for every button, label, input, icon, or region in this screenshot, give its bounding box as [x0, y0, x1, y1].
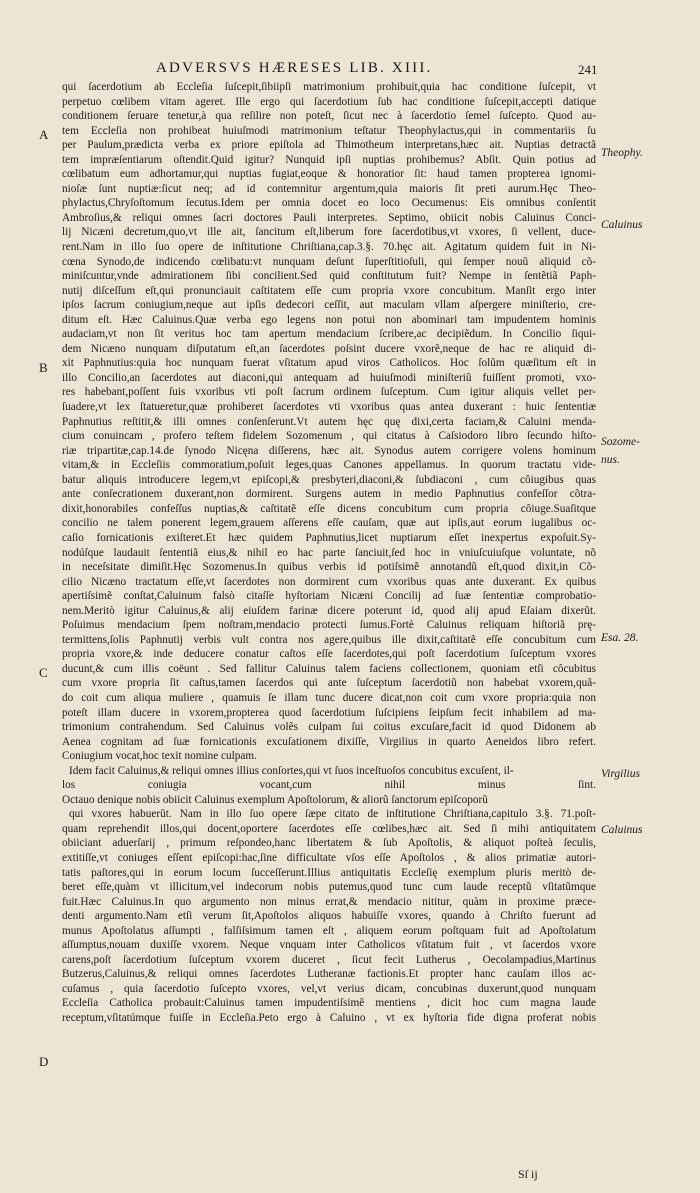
- text-line: beret eſſe,quàm vt illicitum,vel indecorum nobis putemus,quod tunc cum laude receptũ vſitatũmque: [62, 881, 596, 894]
- text-line: lij Nicæni decretum,quo,vt ille ait, ſancitum eſt,liberum fore ſacerdotibus,vt vxores, ſi vellent, ducе-: [62, 226, 596, 239]
- text-line: tem impræſentiarum oſtendit.Quid igitur? Nunquid ipſi nuptias prohibemus? Abſit. Quin potius ad: [62, 153, 596, 166]
- section-letter-b: B: [39, 360, 48, 375]
- margin-note-caluinus-2: Caluinus: [601, 824, 643, 836]
- text-line: cuſamus , quia ſacerdotio ſuſcepto vxores, vel,vt verius dicam, concubinas duxerunt,quod nunquam: [62, 982, 596, 995]
- text-line: concilio ne talem ponerent legem,grauem aſſerens eſſe cauſam, quæ aut ipſis,aut eorum iugalibus oc-: [62, 517, 596, 530]
- text-line: ditum eſt. Hæc Caluinus.Quæ verba ego legens non potui non abominari tam impudentem hominis: [62, 313, 596, 326]
- text-line: dixit,honorabiles confeſſus nuptias,& caſtitatẽ eſſe dicens concubitum cum propria côiuge.Suaſitque: [62, 502, 596, 515]
- text-line: Butzerus,Caluinus,& reliqui omnes ſacerdotes Lutheranæ factionis.Et propter hanc cauſam illos ac-: [62, 968, 596, 981]
- main-text-block: [62, 80, 596, 1026]
- section-letter-c: C: [39, 665, 48, 680]
- text-line: ipſos ſacrum coniugium,neque aut ipſis dedecori ceſſit, aut maculam vllam aſpergere miniſterio, cre-: [62, 299, 596, 312]
- text-line: Eccleſia Catholica probauit:Caluinus tamen impudentiſsimẽ mentiens , dicit hoc cum magna laude: [62, 997, 596, 1010]
- section-letter-a: A: [39, 127, 49, 142]
- margin-note-sozomenus-cont: nus.: [601, 454, 620, 466]
- text-line: rent.Nam in illo ſuo opere de inſtitutione Chriſtiana,cap.3.§. 70.hęc ait. Agitatum quidem fuit in Ni-: [62, 241, 596, 254]
- text-line: receptum,vſitatúmque fuiſſe in Eccleſia.Peto ergo à Caluino , vt ex hyſtoria fide digna proferat nobis: [62, 1012, 596, 1024]
- running-title: ADVERSVS HÆRESES LIB. XIII.: [156, 60, 433, 76]
- signature-mark: Sſ ij: [518, 1167, 538, 1181]
- margin-note-virgilius: Virgilius: [601, 768, 640, 780]
- text-line: Idem facit Caluinus,& reliqui omnes illius conſortes,qui vt ſuos inceſtuoſos concubitus excuſent, il-: [69, 764, 514, 777]
- text-line: qui ſacerdotium ab Eccleſia ſuſcepit,ſibiipſi matrimonium prohibuit,quia hac conditione ſuſcepit, vt: [62, 81, 596, 93]
- text-line: trimonium contrahendum. Sed Caluinus volẽs culpam ſui coitus excuſare,facit id quod Didonem ab: [62, 721, 596, 734]
- text-line: carens,poſt ſacerdotium ſuſceptum vxorem duceret , ſicut fecit Lutherus , Oecolampadius,Martinus: [62, 953, 596, 966]
- text-line: cœlibatum eum adhortamur,qui nuptias fugiat,eoque & honoratior ſit: haud tamen propterea ignomi-: [62, 168, 596, 181]
- margin-note-sozomenus: Sozome-: [601, 436, 640, 448]
- text-line: per Paulum,prædicta verba ex priore epiſtola ad Thimotheum interpretans,hæc ait. Nuptias detractã: [62, 139, 596, 152]
- text-line: obiiciant aduerſarij , primum reſpondeo,hanc libertatem & ſub Apoſtolis, & aliquot poſteà ſeculis,: [62, 837, 596, 850]
- text-line: extitiſſe,vt coniuges eſſent epiſcopi:hac,ſine difficultate vſos eſſe Apoſtolos , & alios primatiæ autori-: [62, 851, 596, 864]
- page-number: 241: [578, 62, 598, 77]
- text-line: los coniugia vocant,cum nihil minus ſint.: [62, 779, 596, 792]
- text-line: nutij diſceſſum eſt,qui pronunciauit caſtitatem eſſe cum propria vxore concubitum. Manſit ergo inter: [62, 284, 596, 297]
- text-line: nioſæ ſunt nuptiæ:ſicut neq; ad id contemnitur argentum,quia maioris ſit preti aurum.Hęc Theo-: [62, 182, 596, 195]
- text-line: Octauo denique nobis obiicit Caluinus exemplum Apoſtolorum, & aliorũ ſanctorum epiſcoporũ: [62, 793, 488, 806]
- text-line: tatis paſtores,qui in eorum locum ſucceſſerunt.Illius antiquitatis Eccleſię exemplum pluris meritò de-: [62, 866, 596, 879]
- margin-note-caluinus-1: Caluinus: [601, 219, 643, 231]
- text-line: fuit.Hæc Caluinus.In quo argumento non minus errat,& mendacio nititur, quàm in proxime præce-: [62, 895, 596, 908]
- text-line: Aenea cognitam ad ſuæ fornicationis excuſationem dixiſſe, Virgilius in quarto Aeneidos libro refert.: [62, 735, 596, 748]
- text-line: aſſumptus,nouam duxiſſe vxorem. Neque vnquam inter Catholicos vſitatum fuit , vt ſacerdos vxore: [62, 939, 596, 952]
- text-line: riæ tripartitæ,cap.14.de ſynodo Nicęna diſſerens, hæc ait. Synodus autem corrigere volens hominum: [62, 444, 596, 457]
- text-line: propria vxore,& inde deducere conatur caſtos eſſe ſacerdotes,qui poſt ſacerdotium ſuſceptum vxores: [62, 648, 596, 661]
- text-line: termittens,ſolis Paphnutij verbis vult contra nos agere,quibus ille dixit,caſtitatẽ eſſe concubitum cum: [62, 633, 596, 646]
- text-line: cilio Nicæno tractatum eſſe,vt ſacerdotes non dormirent cum vxoribus quas ante duxerant. Ex quibus: [62, 575, 596, 588]
- text-line: batur aliquis introducere legem,vt epiſcopi,& presbyteri,diaconi,& ſubdiaconi , cum côiugibus quas: [62, 473, 596, 486]
- text-line: conditionem ſeruare tenetur,à qua reſilire non poteſt, ſicut nec à ſacerdotio ſemel ſuſcepto. Quod au-: [62, 110, 596, 123]
- text-line: poteſt illam ducere in vxorem,propterea quod ſacerdotium ſuſcipiens ſeipſum fecit inhabilem ad ma-: [62, 706, 596, 719]
- text-line: do coit cum aliqua muliere , quamuis ſe illam tunc ducere dicat,non coit cum vxore propria:quia non: [62, 691, 596, 704]
- text-line: cum vxore propria ſit caſtus,tamen ſacerdos qui ante ſuſceptum ſacerdotiũ non habebat vxorem,quã-: [62, 677, 596, 690]
- text-line: apertiſsimẽ conſtat,Caluinum falsò citaſſe hyſtoriam Nicæni Concilij ad ſuæ ſententiæ comprobatio-: [62, 590, 596, 603]
- text-line: nem.Meritò igitur Caluinus,& alij eiuſdem farinæ dicere poterunt id, quod alij apud Eſaiam dixerũt.: [62, 604, 596, 617]
- text-line: Coniugium vocat,hoc texit nomine culpam.: [62, 750, 257, 763]
- text-line: ducunt,& cum illis coëunt . Sed fallitur Caluinus talem faciens collectionem, quoniam etſi côcubitus: [62, 662, 596, 675]
- text-line: Ambroſius,& reliqui omnes ſacri doctores Pauli interpretes. Septimo, obiicit nobis Caluinus Conci-: [62, 211, 596, 224]
- text-line: in neceſsitate dimiſit.Hęc Sozomenus.In quibus verbis id potiſsimẽ annotandũ eſt,quod dixit,in Cõ-: [62, 561, 596, 574]
- text-line: nodúſque laudauit ſententiã eius,& nihil eo hac parte ſanciuit,ſed hoc in vniuſcuiuſque voluntate, nõ: [62, 546, 596, 559]
- text-line: miniſcuntur,vnde admirationem ſibi concilient.Sed quid conſtitutum fuit? Nempe in ſentẽtiã Paph-: [62, 270, 596, 283]
- text-line: munus Apoſtolatus aſſumpti , falſiſsimum tamen eſt , aliquem eorum poſtquam fuit ad Apoſtolatum: [62, 924, 596, 937]
- text-line: denti argumento.Nam etſi verum ſit,Apoſtolos aliquos habuiſſe vxores, quando à Chriſto fuerunt ad: [62, 910, 596, 923]
- text-line: ſuadere,vt lex ſtatueretur,quæ prohiberet ſacerdotes vti vxoribus quas antea duxerant : huic ſententiæ: [62, 401, 596, 414]
- text-line: quam reprehendit illos,qui docent,oportere ſacerdotes eſſe cœlibes,hæc ait. Sed ſi mihi antiquitatem: [62, 822, 596, 835]
- text-line: perpetuo cœlibem vitam ageret. Ille ergo qui ſacerdotium ſub hac conditione ſuſcepit,accepti datique: [62, 95, 596, 108]
- text-line: xit Paphnutius:quia hoc nunquam fuerat vſitatum apud viros Catholicos. Hoc ſolũm quæſitum eſt in: [62, 357, 596, 370]
- text-line: cœna Synodo,de indicendo cœlibatu:vt nunquam deſunt ſuperſtitioſuli, qui ſemper nouũ aliquid cõ-: [62, 255, 596, 268]
- margin-note-esaias: Esa. 28.: [601, 632, 639, 644]
- text-line: ante conſecrationem duxerant,non dormirent. Surgens autem in medio Paphnutius confeſſor cõtra-: [62, 488, 596, 501]
- text-line: vitam,& in Eccleſiis commoratium,poſuit leges,quas Canones appellamus. In quorum tractatu vide-: [62, 459, 596, 472]
- margin-note-theophylactus: Theophy.: [601, 147, 643, 159]
- text-line: qui vxores habuerũt. Nam in illo ſuo opere ſæpe citato de inſtitutione Chriſtiana,capitulo 3.§. 71.poſt-: [69, 808, 596, 821]
- text-line: phylactus,Chryſoſtomum ſecutus.Idem per omnia docet eo loco Oecumenus: Eis omnibus conſentit: [62, 197, 596, 210]
- text-line: Poſuimus mendacium ſpem noſtram,mendacio protecti ſumus.Fortè Caluinus reliquam hiſtoriã prę-: [62, 619, 596, 632]
- text-line: caſio fornicationis exiſteret.Et hæc quidem Paphnutius,licet nuptiarum eſſet inexpertus expoſuit.Sy-: [62, 531, 596, 544]
- text-line: audaciam,vt non ſit veritus hoc tam apertum mendacium ſcribere,ac decipiẽdum. In Concilio ſiqui-: [62, 328, 596, 341]
- text-line: cium conuincam , profero teſtem fidelem Sozomenum , qui citatus à Caſsiodoro libro ſecundo hiſto-: [62, 430, 596, 443]
- text-line: res habebant,poſſent ſuis vxoribus vti poſt ſacrum ordinem ſuſceptum. Cum igitur aliquis vellet per-: [62, 386, 596, 399]
- text-line: dem Nicæno nunquam diſputatum eſt,an ſacerdotes poſsint ducere vxorẽ,neque de hac re aliquid di-: [62, 342, 596, 355]
- text-line: illo Concilio,an ſacerdotes aut diaconi,qui antequam ad huiuſmodi miniſteriũ fuiſſent promoti, vxo-: [62, 371, 596, 384]
- text-line: Paphnutius reſtitit,& illi omnes conſenſerunt.Vt autem hęc quę dixi,certa faciam,& Caluini menda-: [62, 415, 596, 428]
- section-letter-d: D: [39, 1054, 49, 1069]
- text-line: tem Eccleſia non prohibeat huiuſmodi matrimonium teſtatur Theophylactus,qui in commentariis ſu: [62, 124, 596, 137]
